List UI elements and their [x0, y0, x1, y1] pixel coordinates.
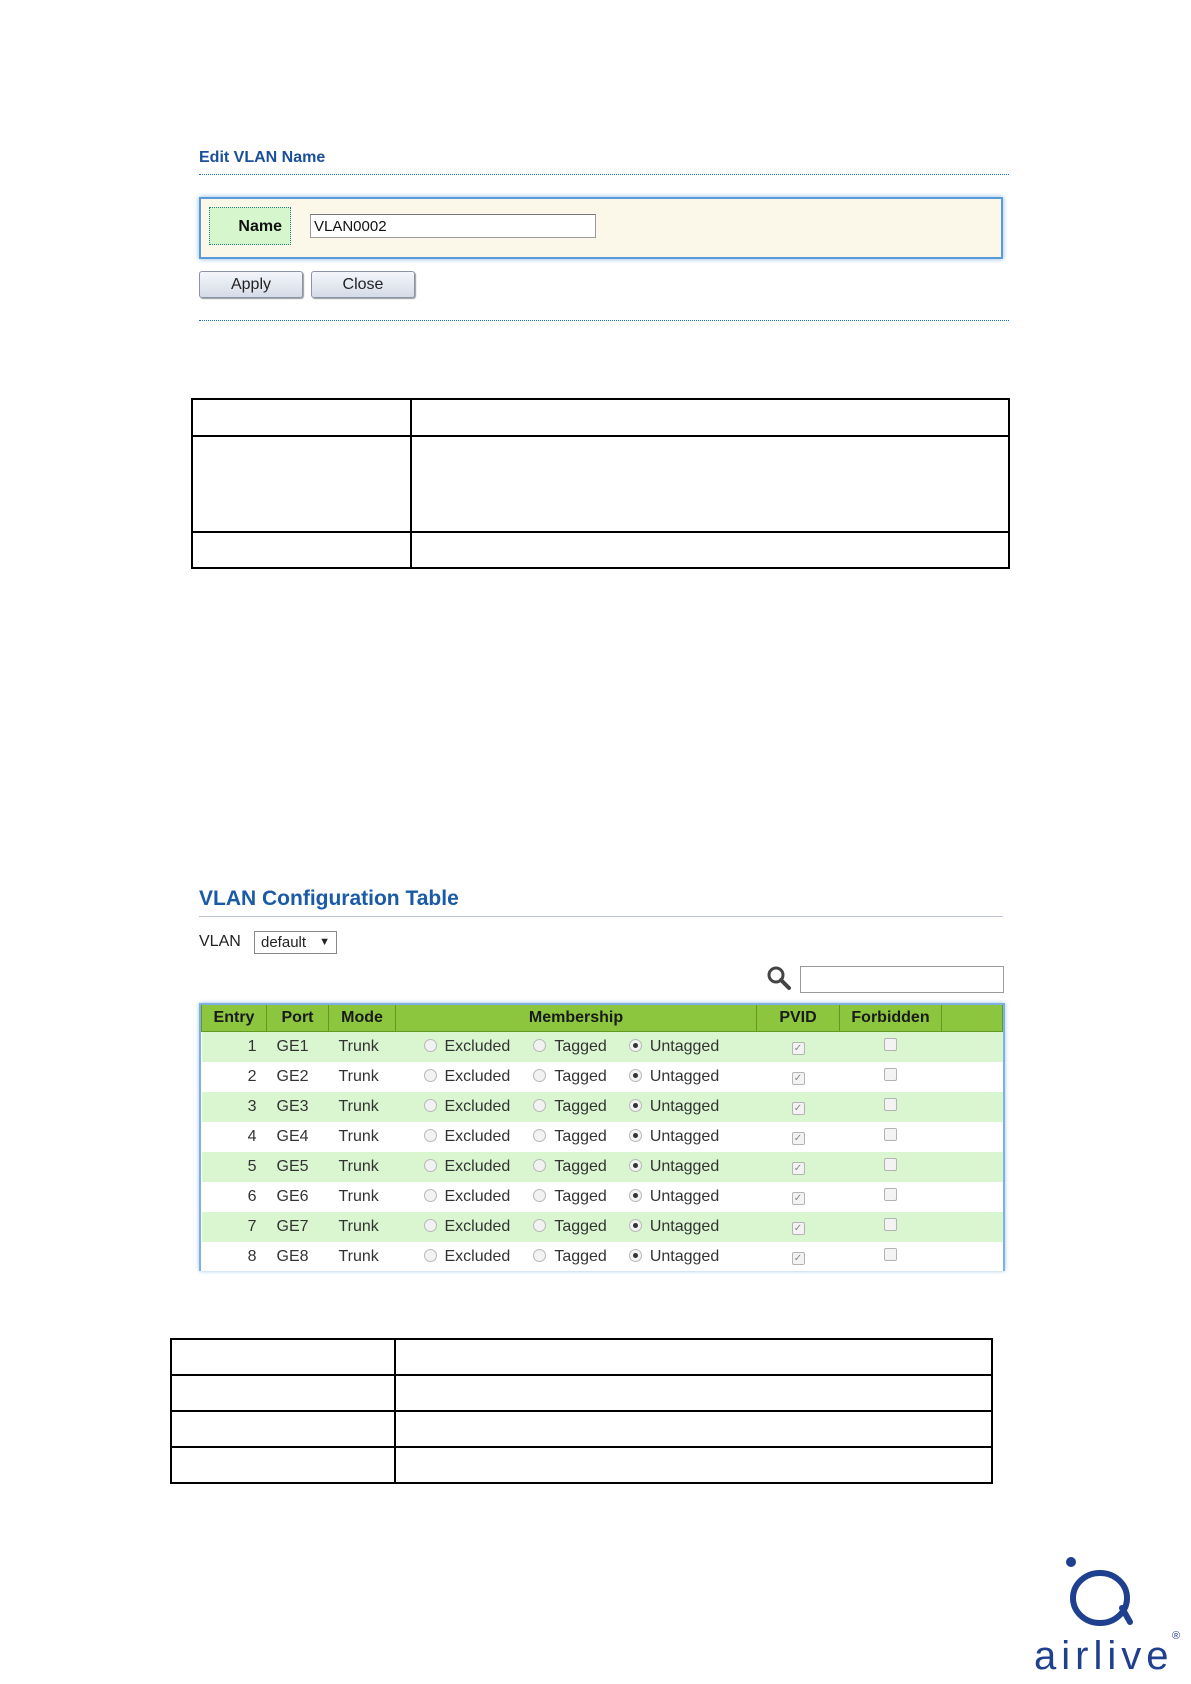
pvid-cell — [757, 1242, 840, 1271]
tagged-label: Tagged — [554, 1068, 607, 1085]
pvid-cell — [757, 1032, 840, 1063]
spacer-cell — [942, 1122, 1003, 1152]
doc-table-1 — [191, 398, 1010, 569]
pvid-checkbox[interactable]: ✓ — [792, 1102, 805, 1115]
port-cell: GE5 — [267, 1152, 329, 1182]
tagged-radio[interactable] — [533, 1099, 546, 1112]
mode-cell: Trunk — [329, 1242, 396, 1271]
entry-cell: 4 — [202, 1122, 267, 1152]
table-row — [202, 1062, 1003, 1092]
untagged-label: Untagged — [649, 1248, 720, 1265]
spacer-cell — [942, 1152, 1003, 1182]
untagged-label: Untagged — [649, 1038, 720, 1055]
membership-excluded-option[interactable] — [424, 1218, 511, 1236]
tagged-label: Tagged — [554, 1188, 607, 1205]
membership-tagged-option[interactable] — [533, 1158, 607, 1176]
excluded-radio[interactable] — [424, 1219, 437, 1232]
tagged-label: Tagged — [554, 1098, 607, 1115]
mode-cell: Trunk — [329, 1152, 396, 1182]
title-rule — [199, 916, 1003, 917]
forbidden-cell — [840, 1032, 942, 1063]
table-row — [202, 1122, 1003, 1152]
membership-excluded-option[interactable] — [424, 1068, 511, 1086]
airlive-logo — [1026, 1556, 1186, 1676]
membership-excluded-option[interactable] — [424, 1188, 511, 1206]
spacer-cell — [942, 1032, 1003, 1063]
table-row — [202, 1152, 1003, 1182]
tagged-label: Tagged — [554, 1158, 607, 1175]
excluded-radio[interactable] — [424, 1189, 437, 1202]
forbidden-checkbox[interactable] — [884, 1128, 897, 1141]
pvid-checkbox[interactable]: ✓ — [792, 1162, 805, 1175]
header-mode[interactable]: Mode — [329, 1005, 396, 1032]
membership-tagged-option[interactable] — [533, 1068, 607, 1086]
forbidden-checkbox[interactable] — [884, 1098, 897, 1111]
untagged-radio[interactable] — [629, 1039, 642, 1052]
port-cell: GE7 — [267, 1212, 329, 1242]
tagged-label: Tagged — [554, 1128, 607, 1145]
forbidden-cell — [840, 1242, 942, 1271]
tagged-radio[interactable] — [533, 1189, 546, 1202]
forbidden-checkbox[interactable] — [884, 1218, 897, 1231]
excluded-radio[interactable] — [424, 1249, 437, 1262]
untagged-label: Untagged — [649, 1188, 720, 1205]
membership-excluded-option[interactable] — [424, 1128, 511, 1146]
membership-untagged-option[interactable] — [629, 1038, 719, 1056]
header-entry[interactable]: Entry — [202, 1005, 267, 1032]
forbidden-checkbox[interactable] — [884, 1188, 897, 1201]
membership-cell — [396, 1212, 757, 1242]
header-membership[interactable]: Membership — [396, 1005, 757, 1032]
logo-registered: ® — [1172, 1630, 1181, 1642]
forbidden-checkbox[interactable] — [884, 1038, 897, 1051]
membership-tagged-option[interactable] — [533, 1188, 607, 1206]
untagged-radio[interactable] — [629, 1219, 642, 1232]
header-port[interactable]: Port — [267, 1005, 329, 1032]
tagged-radio[interactable] — [533, 1069, 546, 1082]
pvid-cell — [757, 1092, 840, 1122]
tagged-radio[interactable] — [533, 1159, 546, 1172]
table-cell — [395, 1339, 992, 1375]
mode-cell: Trunk — [329, 1182, 396, 1212]
table-cell — [395, 1411, 992, 1447]
pvid-checkbox[interactable]: ✓ — [792, 1222, 805, 1235]
membership-excluded-option[interactable] — [424, 1038, 511, 1056]
forbidden-cell — [840, 1062, 942, 1092]
entry-cell: 6 — [202, 1182, 267, 1212]
pvid-checkbox[interactable]: ✓ — [792, 1072, 805, 1085]
excluded-radio[interactable] — [424, 1129, 437, 1142]
untagged-label: Untagged — [649, 1128, 720, 1145]
table-row — [202, 1182, 1003, 1212]
forbidden-cell — [840, 1212, 942, 1242]
membership-untagged-option[interactable] — [629, 1188, 719, 1206]
vlan-config-table-frame — [199, 1003, 1005, 1271]
membership-cell — [396, 1032, 757, 1063]
entry-cell: 1 — [202, 1032, 267, 1063]
tagged-label: Tagged — [554, 1038, 607, 1055]
excluded-radio[interactable] — [424, 1099, 437, 1112]
membership-cell — [396, 1242, 757, 1271]
table-cell — [395, 1447, 992, 1483]
mode-cell: Trunk — [329, 1122, 396, 1152]
membership-cell — [396, 1152, 757, 1182]
untagged-radio[interactable] — [629, 1189, 642, 1202]
untagged-radio[interactable] — [629, 1069, 642, 1082]
title-divider — [199, 174, 1009, 175]
excluded-label: Excluded — [444, 1158, 511, 1175]
table-cell — [171, 1447, 395, 1483]
membership-tagged-option[interactable] — [533, 1128, 607, 1146]
forbidden-checkbox[interactable] — [884, 1158, 897, 1171]
pvid-checkbox[interactable]: ✓ — [792, 1042, 805, 1055]
table-row — [202, 1092, 1003, 1122]
excluded-radio[interactable] — [424, 1159, 437, 1172]
table-row — [202, 1032, 1003, 1063]
membership-cell — [396, 1182, 757, 1212]
excluded-radio[interactable] — [424, 1069, 437, 1082]
vlan-name-input[interactable] — [310, 214, 596, 238]
pvid-checkbox[interactable]: ✓ — [792, 1252, 805, 1265]
close-button[interactable]: Close — [311, 271, 415, 298]
membership-untagged-option[interactable] — [629, 1218, 719, 1236]
tagged-radio[interactable] — [533, 1219, 546, 1232]
edit-vlan-form — [199, 197, 1003, 259]
pvid-cell — [757, 1152, 840, 1182]
excluded-label: Excluded — [444, 1128, 511, 1145]
table-row — [202, 1212, 1003, 1242]
vlan-select-value: default — [261, 934, 307, 951]
pvid-cell — [757, 1212, 840, 1242]
untagged-label: Untagged — [649, 1068, 720, 1085]
excluded-radio[interactable] — [424, 1039, 437, 1052]
excluded-label: Excluded — [444, 1038, 511, 1055]
membership-excluded-option[interactable] — [424, 1098, 511, 1116]
membership-tagged-option[interactable] — [533, 1098, 607, 1116]
untagged-radio[interactable] — [629, 1249, 642, 1262]
spacer-cell — [942, 1182, 1003, 1212]
untagged-label: Untagged — [649, 1158, 720, 1175]
pvid-cell — [757, 1122, 840, 1152]
mode-cell: Trunk — [329, 1092, 396, 1122]
pvid-checkbox[interactable]: ✓ — [792, 1132, 805, 1145]
tagged-label: Tagged — [554, 1218, 607, 1235]
vlan-config-table — [201, 1005, 1003, 1271]
tagged-radio[interactable] — [533, 1039, 546, 1052]
entry-cell: 5 — [202, 1152, 267, 1182]
table-cell — [192, 532, 411, 568]
forbidden-cell — [840, 1092, 942, 1122]
membership-excluded-option[interactable] — [424, 1248, 511, 1266]
pvid-cell — [757, 1182, 840, 1212]
mode-cell: Trunk — [329, 1062, 396, 1092]
table-header-row — [202, 1005, 1003, 1032]
table-cell — [411, 436, 1009, 532]
membership-untagged-option[interactable] — [629, 1128, 719, 1146]
forbidden-cell — [840, 1152, 942, 1182]
table-cell — [395, 1375, 992, 1411]
dropdown-arrow-icon: ▼ — [319, 936, 330, 948]
membership-untagged-option[interactable] — [629, 1098, 719, 1116]
search-icon[interactable] — [766, 965, 792, 991]
table-row — [202, 1242, 1003, 1271]
forbidden-checkbox[interactable] — [884, 1248, 897, 1261]
membership-excluded-option[interactable] — [424, 1158, 511, 1176]
doc-table-2 — [170, 1338, 993, 1484]
excluded-label: Excluded — [444, 1218, 511, 1235]
membership-tagged-option[interactable] — [533, 1248, 607, 1266]
untagged-radio[interactable] — [629, 1129, 642, 1142]
vlan-select[interactable] — [254, 931, 337, 954]
logo-text: airlive — [1034, 1634, 1174, 1676]
forbidden-checkbox[interactable] — [884, 1068, 897, 1081]
membership-cell — [396, 1122, 757, 1152]
untagged-label: Untagged — [649, 1218, 720, 1235]
pvid-checkbox[interactable]: ✓ — [792, 1192, 805, 1205]
port-cell: GE2 — [267, 1062, 329, 1092]
edit-vlan-title: Edit VLAN Name — [199, 149, 326, 166]
port-cell: GE4 — [267, 1122, 329, 1152]
membership-untagged-option[interactable] — [629, 1068, 719, 1086]
untagged-radio[interactable] — [629, 1159, 642, 1172]
excluded-label: Excluded — [444, 1068, 511, 1085]
form-divider — [199, 320, 1009, 321]
entry-cell: 3 — [202, 1092, 267, 1122]
apply-button[interactable]: Apply — [199, 271, 303, 298]
tagged-radio[interactable] — [533, 1129, 546, 1142]
vlan-label: VLAN — [199, 933, 241, 950]
mode-cell: Trunk — [329, 1032, 396, 1063]
table-cell — [411, 399, 1009, 436]
excluded-label: Excluded — [444, 1098, 511, 1115]
port-cell: GE6 — [267, 1182, 329, 1212]
table-cell — [411, 532, 1009, 568]
pvid-cell — [757, 1062, 840, 1092]
port-cell: GE1 — [267, 1032, 329, 1063]
table-cell — [192, 399, 411, 436]
header-spacer — [942, 1005, 1003, 1032]
vlan-config-title: VLAN Configuration Table — [199, 887, 459, 910]
forbidden-cell — [840, 1182, 942, 1212]
membership-cell — [396, 1062, 757, 1092]
spacer-cell — [942, 1242, 1003, 1271]
tagged-label: Tagged — [554, 1248, 607, 1265]
membership-untagged-option[interactable] — [629, 1248, 719, 1266]
spacer-cell — [942, 1212, 1003, 1242]
search-input[interactable] — [800, 966, 1004, 993]
membership-tagged-option[interactable] — [533, 1038, 607, 1056]
forbidden-cell — [840, 1122, 942, 1152]
table-cell — [171, 1411, 395, 1447]
header-pvid[interactable]: PVID — [757, 1005, 840, 1032]
membership-cell — [396, 1092, 757, 1122]
port-cell: GE3 — [267, 1092, 329, 1122]
table-cell — [171, 1375, 395, 1411]
entry-cell: 8 — [202, 1242, 267, 1271]
membership-tagged-option[interactable] — [533, 1218, 607, 1236]
excluded-label: Excluded — [444, 1248, 511, 1265]
membership-untagged-option[interactable] — [629, 1158, 719, 1176]
entry-cell: 2 — [202, 1062, 267, 1092]
name-label: Name — [209, 207, 291, 245]
mode-cell: Trunk — [329, 1212, 396, 1242]
header-forbidden[interactable]: Forbidden — [840, 1005, 942, 1032]
entry-cell: 7 — [202, 1212, 267, 1242]
port-cell: GE8 — [267, 1242, 329, 1271]
spacer-cell — [942, 1062, 1003, 1092]
spacer-cell — [942, 1092, 1003, 1122]
untagged-radio[interactable] — [629, 1099, 642, 1112]
table-cell — [192, 436, 411, 532]
excluded-label: Excluded — [444, 1188, 511, 1205]
table-cell — [171, 1339, 395, 1375]
untagged-label: Untagged — [649, 1098, 720, 1115]
tagged-radio[interactable] — [533, 1249, 546, 1262]
